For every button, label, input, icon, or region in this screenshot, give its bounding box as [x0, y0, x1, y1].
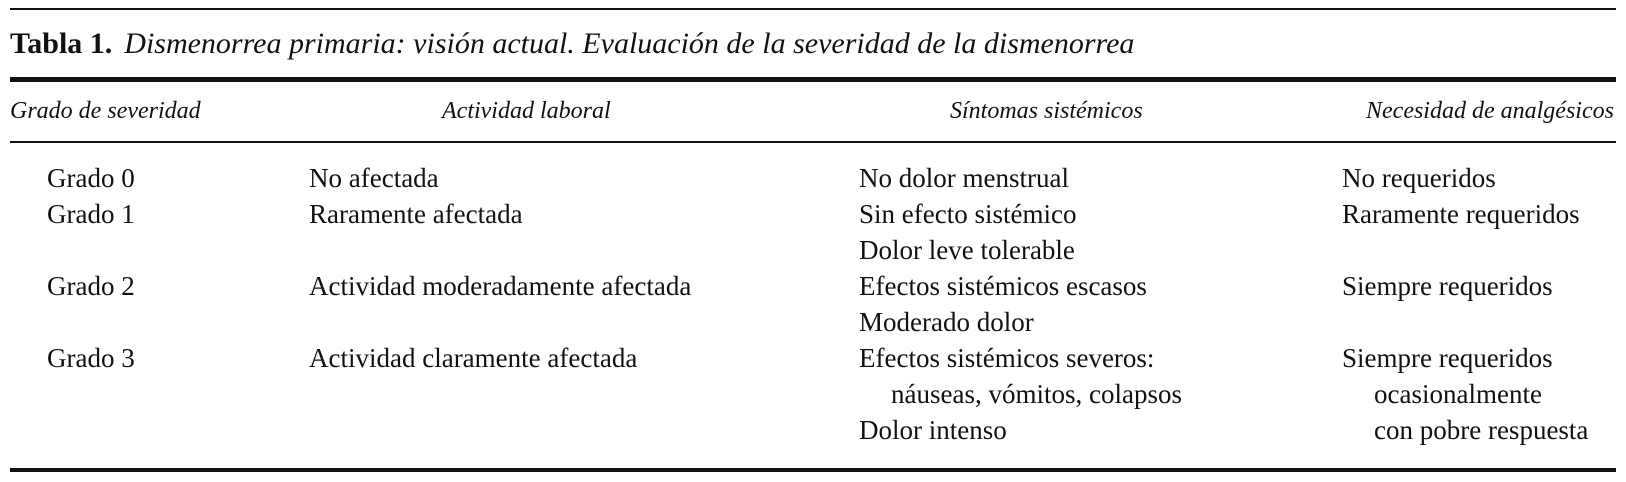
- cell-sintomas-line: No dolor menstrual: [859, 163, 1069, 193]
- table-caption: [10, 25, 1134, 63]
- cell-analgesicos-1: [1342, 196, 1580, 232]
- cell-grado-0: Grado 0: [47, 163, 135, 193]
- cell-analgesicos-3: [1342, 340, 1588, 448]
- cell-actividad-3: Actividad claramente afectada: [309, 343, 638, 373]
- cell-grado-2: Grado 2: [47, 271, 135, 301]
- column-header-grado: Grado de severidad: [10, 98, 201, 124]
- cell-sintomas-line: Efectos sistémicos escasos: [859, 271, 1147, 301]
- cell-sintomas-1: [859, 196, 1076, 268]
- cell-sintomas-line: náuseas, vómitos, colapsos: [891, 379, 1182, 409]
- cell-sintomas-line: Moderado dolor: [859, 307, 1034, 337]
- table-bottom-rule: [10, 468, 1616, 472]
- table-header-top-rule: [10, 77, 1616, 82]
- cell-analgesicos-line: ocasionalmente: [1374, 379, 1542, 409]
- table-header-bottom-rule: [10, 141, 1616, 143]
- cell-sintomas-line: Dolor leve tolerable: [859, 235, 1075, 265]
- cell-sintomas-line: Efectos sistémicos severos:: [859, 343, 1155, 373]
- cell-grado-1: Grado 1: [47, 199, 135, 229]
- cell-actividad-0: No afectada: [309, 163, 439, 193]
- cell-analgesicos-line: con pobre respuesta: [1374, 415, 1589, 445]
- column-header-sintomas: Síntomas sistémicos: [950, 98, 1143, 124]
- cell-sintomas-line: Dolor intenso: [859, 415, 1007, 445]
- cell-analgesicos-0: [1342, 160, 1496, 196]
- cell-grado-3: Grado 3: [47, 343, 135, 373]
- cell-actividad-2: Actividad moderadamente afectada: [309, 271, 692, 301]
- column-header-actividad: Actividad laboral: [442, 98, 611, 124]
- cell-analgesicos-line: Siempre requeridos: [1342, 343, 1553, 373]
- table-top-rule: [10, 8, 1616, 10]
- column-header-analgesicos: Necesidad de analgésicos: [1366, 98, 1614, 124]
- cell-sintomas-2: [859, 268, 1147, 340]
- cell-analgesicos-line: Siempre requeridos: [1342, 271, 1553, 301]
- table-caption-label: Tabla 1.: [10, 27, 113, 60]
- cell-actividad-1: Raramente afectada: [309, 199, 523, 229]
- cell-sintomas-3: [859, 340, 1182, 448]
- table-caption-title: Dismenorrea primaria: visión actual. Evaluación de la severidad de la dismenorrea: [124, 27, 1135, 60]
- cell-analgesicos-line: Raramente requeridos: [1342, 199, 1580, 229]
- cell-analgesicos-line: No requeridos: [1342, 163, 1496, 193]
- cell-sintomas-0: [859, 160, 1069, 196]
- cell-analgesicos-2: [1342, 268, 1553, 304]
- cell-sintomas-line: Sin efecto sistémico: [859, 199, 1077, 229]
